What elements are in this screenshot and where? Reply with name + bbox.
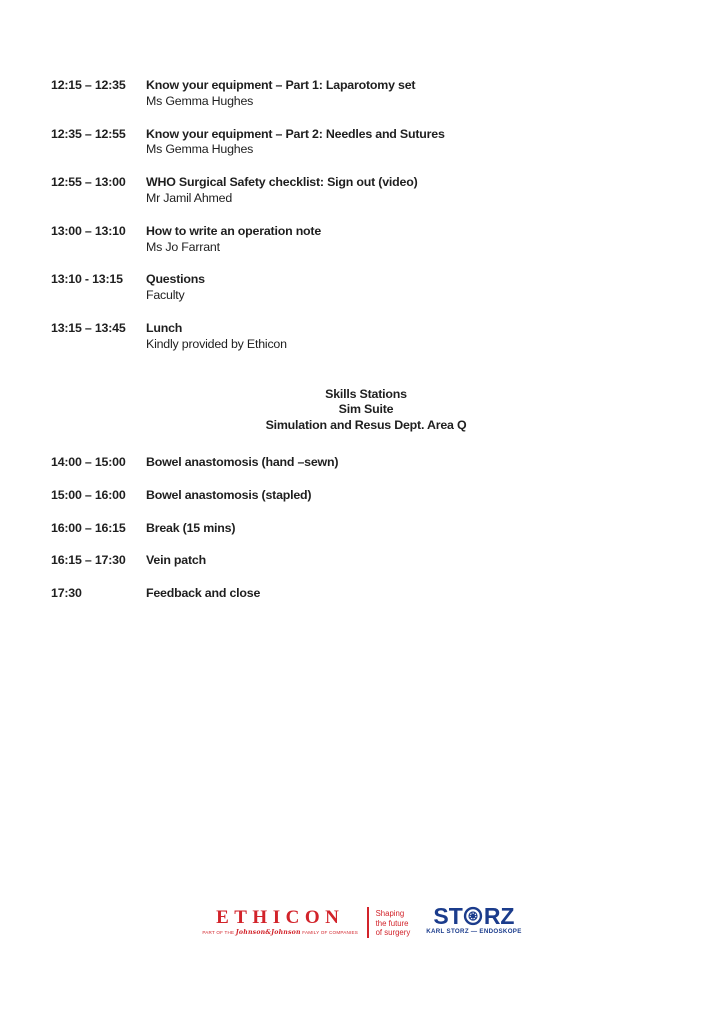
johnson-and-johnson-script: Johnson&Johnson xyxy=(235,929,301,936)
slogan-line1: Shaping xyxy=(375,909,405,918)
schedule-entry xyxy=(51,78,681,110)
entry-title: Know your equipment – Part 1: Laparotomy set xyxy=(146,78,416,92)
schedule-entry xyxy=(51,586,681,602)
course-schedule xyxy=(51,78,681,619)
storz-subtitle: KARL STORZ — ENDOSKOPE xyxy=(426,928,522,935)
entry-body xyxy=(146,175,681,207)
ethicon-tagline-prefix: PART OF THE xyxy=(202,930,236,935)
storz-lens-icon xyxy=(463,906,483,926)
entry-presenter: Ms Gemma Hughes xyxy=(146,93,254,108)
entry-title: Vein patch xyxy=(146,553,206,568)
skills-header-line3: Simulation and Resus Dept. Area Q xyxy=(265,418,467,433)
karl-storz-logo xyxy=(426,905,521,935)
entry-time: 13:15 – 13:45 xyxy=(51,320,126,335)
entry-title: Know your equipment – Part 2: Needles and Sutures xyxy=(146,126,445,141)
entry-body xyxy=(146,521,681,537)
entry-body xyxy=(146,127,681,159)
schedule-entry xyxy=(51,553,681,569)
ethicon-tagline xyxy=(202,930,358,936)
entry-time: 16:15 – 17:30 xyxy=(51,553,126,568)
entry-title: WHO Surgical Safety checklist: Sign out (video) xyxy=(146,175,418,190)
entry-body xyxy=(146,553,681,569)
entry-presenter: Ms Gemma Hughes xyxy=(146,142,254,157)
schedule-entry xyxy=(51,224,681,256)
entry-time: 13:00 – 13:10 xyxy=(51,223,126,238)
entry-time: 15:00 – 16:00 xyxy=(51,487,126,502)
schedule-entry xyxy=(51,272,681,304)
schedule-entry xyxy=(51,321,681,353)
schedule-entry xyxy=(51,127,681,159)
storz-wordmark-left: ST xyxy=(433,903,463,929)
entry-time: 12:35 – 12:55 xyxy=(51,126,126,141)
schedule-entry xyxy=(51,175,681,207)
sponsor-logos xyxy=(0,905,724,938)
schedule-entry xyxy=(51,488,681,504)
skills-stations-header xyxy=(51,387,681,434)
schedule-entry xyxy=(51,521,681,537)
entry-time: 16:00 – 16:15 xyxy=(51,520,126,535)
skills-header-line1: Skills Stations xyxy=(325,386,407,401)
entry-time: 12:15 – 12:35 xyxy=(51,78,126,92)
logo-divider xyxy=(367,907,369,938)
storz-wordmark xyxy=(426,905,521,927)
slogan-line2: the future xyxy=(375,918,409,928)
entry-presenter: Ms Jo Farrant xyxy=(146,239,220,254)
entry-presenter: Kindly provided by Ethicon xyxy=(146,336,287,351)
ethicon-logo xyxy=(202,905,358,936)
entry-title: Bowel anastomosis (hand –sewn) xyxy=(146,454,339,469)
entry-body xyxy=(146,455,681,471)
entry-time: 14:00 – 15:00 xyxy=(51,454,126,469)
schedule-entry xyxy=(51,455,681,471)
entry-body xyxy=(146,272,681,304)
entry-title: Break (15 mins) xyxy=(146,520,236,535)
entry-body xyxy=(146,321,681,353)
entry-title: Questions xyxy=(146,272,205,287)
entry-title: How to write an operation note xyxy=(146,223,322,238)
entry-body xyxy=(146,78,681,110)
slogan-line3: of surgery xyxy=(375,928,411,938)
ethicon-tagline-suffix: FAMILY OF COMPANIES xyxy=(300,930,359,935)
entry-title: Lunch xyxy=(146,320,183,335)
entry-body xyxy=(146,488,681,504)
skills-header-line2: Sim Suite xyxy=(338,402,394,417)
storz-wordmark-right: RZ xyxy=(483,903,515,929)
ethicon-slogan xyxy=(376,905,411,938)
ethicon-wordmark: ETHICON xyxy=(216,907,345,928)
entry-time: 13:10 - 13:15 xyxy=(51,272,123,287)
entry-body xyxy=(146,224,681,256)
entry-title: Bowel anastomosis (stapled) xyxy=(146,487,312,502)
entry-time: 17:30 xyxy=(51,586,82,601)
entry-presenter: Mr Jamil Ahmed xyxy=(146,190,233,205)
entry-title: Feedback and close xyxy=(146,586,261,601)
entry-presenter: Faculty xyxy=(146,288,185,303)
entry-body xyxy=(146,586,681,602)
entry-time: 12:55 – 13:00 xyxy=(51,175,126,190)
